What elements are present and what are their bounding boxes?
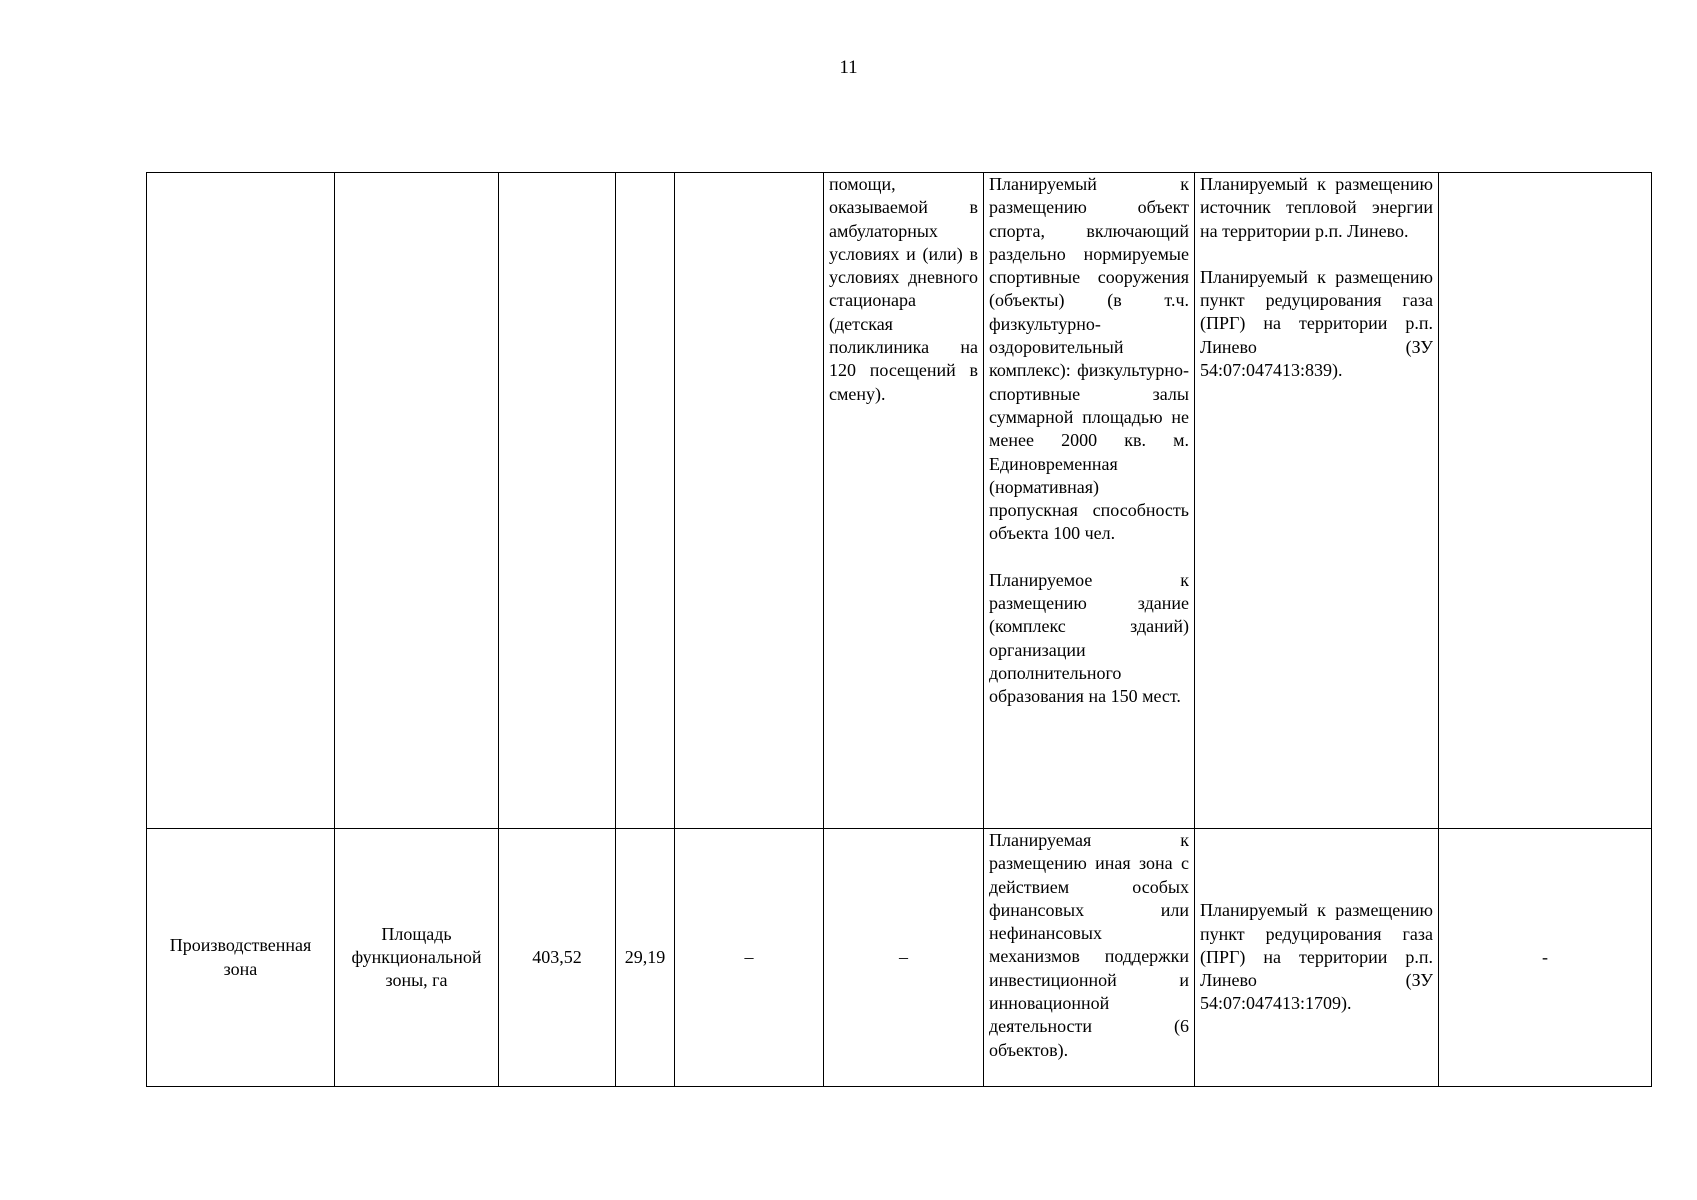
table-cell-parameter <box>335 829 499 1087</box>
paragraph-gap <box>1200 243 1433 266</box>
functional-zones-table <box>146 172 1652 1087</box>
zone-percent-value: 29,19 <box>624 946 666 967</box>
paragraph-gap <box>989 546 1189 569</box>
table-cell-gas-point <box>1195 829 1439 1087</box>
parameter-name: Площадь функциональной зоны, га <box>351 923 482 991</box>
table-cell-dash <box>824 829 984 1087</box>
table-cell-utility-objects <box>1195 173 1439 829</box>
dash-value: – <box>899 946 908 967</box>
zone-name: Производственная зона <box>169 935 312 979</box>
table-cell-percent <box>616 829 675 1087</box>
table-cell-empty <box>675 173 824 829</box>
table-cell-empty <box>147 173 335 829</box>
table-cell-empty <box>616 173 675 829</box>
gas-point-text: Планируемый к размещению пункт редуцирования газа (ПРГ) на территории р.п. Линево (ЗУ 54:07:047413:1709). <box>1200 900 1433 1014</box>
table-cell-dash <box>1439 829 1652 1087</box>
healthcare-text: помощи, оказываемой в амбулаторных условиях и (или) в условиях дневного стационара (детская поликлиника на 120 посещений в смену). <box>829 174 978 404</box>
table-row <box>147 829 1652 1087</box>
table-row <box>147 173 1652 829</box>
table-cell-empty <box>335 173 499 829</box>
table-cell-healthcare <box>824 173 984 829</box>
gas-point-text: Планируемый к размещению пункт редуцирования газа (ПРГ) на территории р.п. Линево (ЗУ 54:07:047413:839). <box>1200 266 1433 381</box>
table-cell-area <box>499 829 616 1087</box>
table-cell-social-objects <box>984 173 1195 829</box>
table-cell-dash <box>675 829 824 1087</box>
education-object-text: Планируемое к размещению здание (комплекс зданий) организации дополнительного образования на 150 мест. <box>989 569 1189 707</box>
investment-zone-text: Планируемая к размещению иная зона с действием особых финансовых или нефинансовых механизмов поддержки инвестиционной и инновационной деятельности (6 объектов). <box>989 830 1189 1060</box>
sport-object-text: Планируемый к размещению объект спорта, включающий раздельно нормируемые спортивные сооружения (объекты) (в т.ч. физкультурно-оздоровительный комплекс): физкультурно-спортивные залы суммарной площадью не менее 2000 кв. м. Единовременная (нормативная) пропускная способность объекта 100 чел. <box>989 174 1189 544</box>
table-cell-empty <box>499 173 616 829</box>
table-cell-zone-name <box>147 829 335 1087</box>
dash-value: – <box>744 946 754 967</box>
heat-source-text: Планируемый к размещению источник тепловой энергии на территории р.п. Линево. <box>1200 174 1433 241</box>
dash-value: - <box>1542 946 1548 967</box>
table-cell-investment-zone <box>984 829 1195 1087</box>
table-cell-empty <box>1439 173 1652 829</box>
page-number: 11 <box>839 57 858 78</box>
zone-area-value: 403,52 <box>532 946 582 967</box>
